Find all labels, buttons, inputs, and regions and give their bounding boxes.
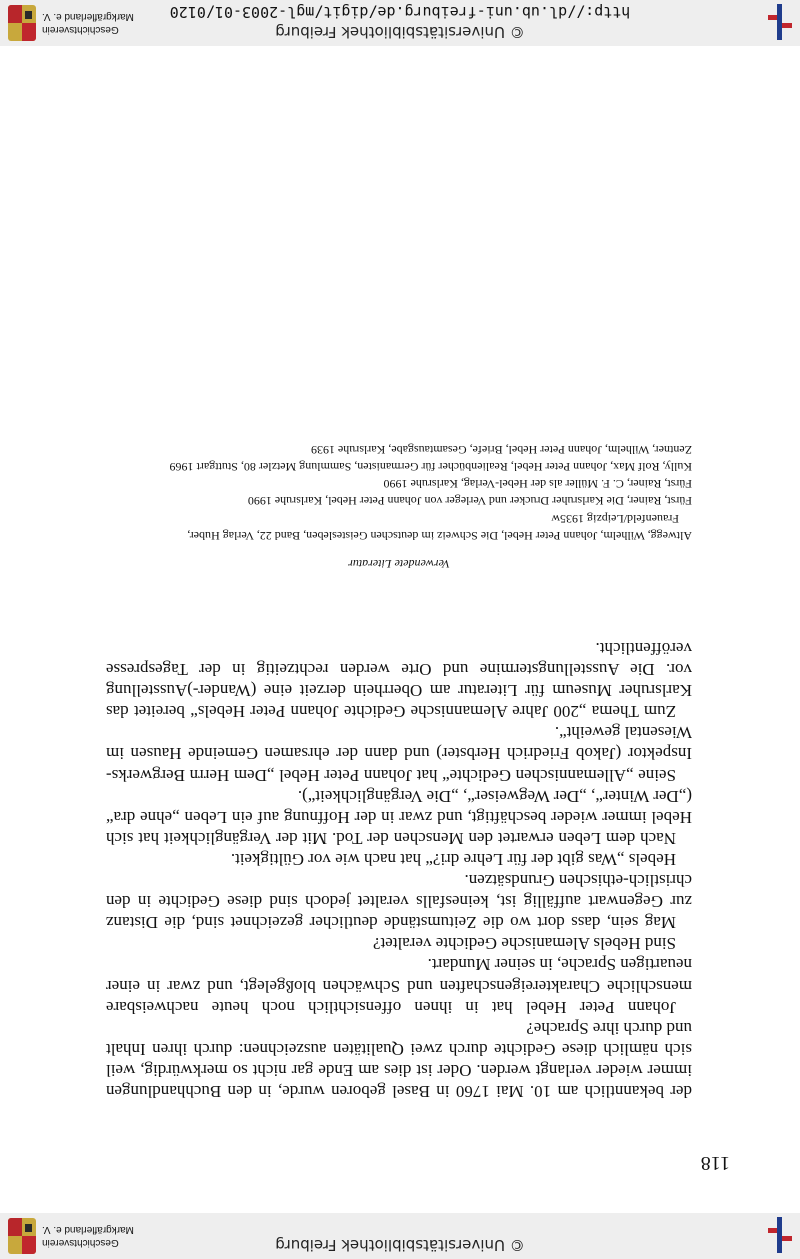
reference-item: Zentner, Wilhelm, Johann Peter Hebel, Briefe, Gesamtausgabe, Karlsruhe 1939 (310, 442, 692, 457)
header-logo-line1: Geschichtsverein (42, 1237, 119, 1248)
paragraph: Zum Thema „200 Jahre Alemannische Gedichte Johann Peter Hebels“ bereitet das Karlsruher Museum für Literatur am Oberrhein derzeit eine (Wander-)Ausstellung vor. Die Ausstellungstermine und Orte werden rechtzeitig in der Tagespresse veröffentlicht. (106, 639, 692, 722)
reference-list (106, 440, 692, 544)
literature-heading: Verwendete Literatur (348, 557, 450, 571)
paragraph: Sind Hebels Alemanische Gedichte veraltet? (372, 934, 676, 954)
geschichtsverein-logo (8, 5, 158, 41)
paragraph: Mag sein, dass dort wo die Zeitumstände deutlicher gezeichnet sind, die Distanz zur Gegenwart auffällig ist, keinesfalls veraltet jedoch sind diese Gedichte in den christlich-ethischen Grundsätzen. (106, 871, 692, 933)
header-logo-line2: Markgräflerland e. V. (42, 1224, 134, 1235)
paragraph: Nach dem Leben erwartet den Menschen der Tod. Mit der Vergänglichkeit hat sich Hebel immer wieder beschäftigt, und zwar in der Hoffnung auf ein Leben „ehne dra“ („Der Winter“, „Der Wegweiser“, „Die Vergänglichkeit“). (106, 786, 692, 848)
paragraph: der bekanntlich am 10. Mai 1760 in Basel geboren wurde, in den Buchhandlungen immer wieder verlangt werden. Oder ist dies am Ende gar nicht so merkwürdig, weil sich nämlich diese Gedichte durch zwei Qualitäten auszeichnen: durch ihren Inhalt und durch ihre Sprache? (106, 1018, 692, 1101)
geschichtsverein-logo (8, 1218, 158, 1254)
paragraph: Johann Peter Hebel hat in ihnen offensichtlich noch heute nachweisbare menschliche Charaktereigenschaften und Schwächen bloßgelegt, und zwar in einer neuartigen Sprache, in seiner Mundart. (106, 955, 692, 1017)
reference-item: Fürst, Rainer, C. F. Müller als der Hebel-Verlag, Karlsruhe 1990 (383, 477, 692, 492)
paragraph: Hebels „Was gibt der für Lehre dri?“ hat nach wie vor Gültigkeit. (230, 849, 676, 869)
coat-of-arms-icon (8, 5, 36, 41)
reference-item: Kully, Rolf Max, Johann Peter Hebel, Realienbücher für Germanisten, Sammlung Metzler 80, Stuttgart 1969 (169, 459, 692, 474)
reference-item: Fürst, Rainer, Die Karlsruher Drucker und Verleger von Johann Peter Hebel, Karlsruhe 1990 (247, 494, 692, 509)
footer-logo-line1: Geschichtsverein (42, 24, 119, 35)
header-credit: © Universitätsbibliothek Freiburg (275, 1236, 525, 1254)
reference-item: Altwegg, Wilhelm, Johann Peter Hebel, Die Schweiz im deutschen Geistesleben, Band 22, Verlag Huber, Frauenfeld/Leipzig 1935w (187, 511, 692, 543)
footer-url: http://dl.ub.uni-freiburg.de/digit/mgl-2003-01/0120 (169, 3, 631, 21)
header-bar (0, 1213, 800, 1259)
footer-credit: © Universitätsbibliothek Freiburg (275, 23, 525, 41)
paragraph: Seine „Allemannischen Gedichte“ hat Johann Peter Hebel „Dem Herrn Bergwerks-Inspektor (Jakob Friedrich Herbster) und dann der ehrsamen Gemeinde Hausen im Wiesental geweiht“. (106, 723, 692, 785)
footer-bar (0, 0, 800, 46)
footer-logo-line2: Markgräflerland e. V. (42, 11, 134, 22)
coat-of-arms-icon (8, 1218, 36, 1254)
page-number: 118 (700, 1152, 730, 1174)
article-body (106, 638, 692, 1102)
